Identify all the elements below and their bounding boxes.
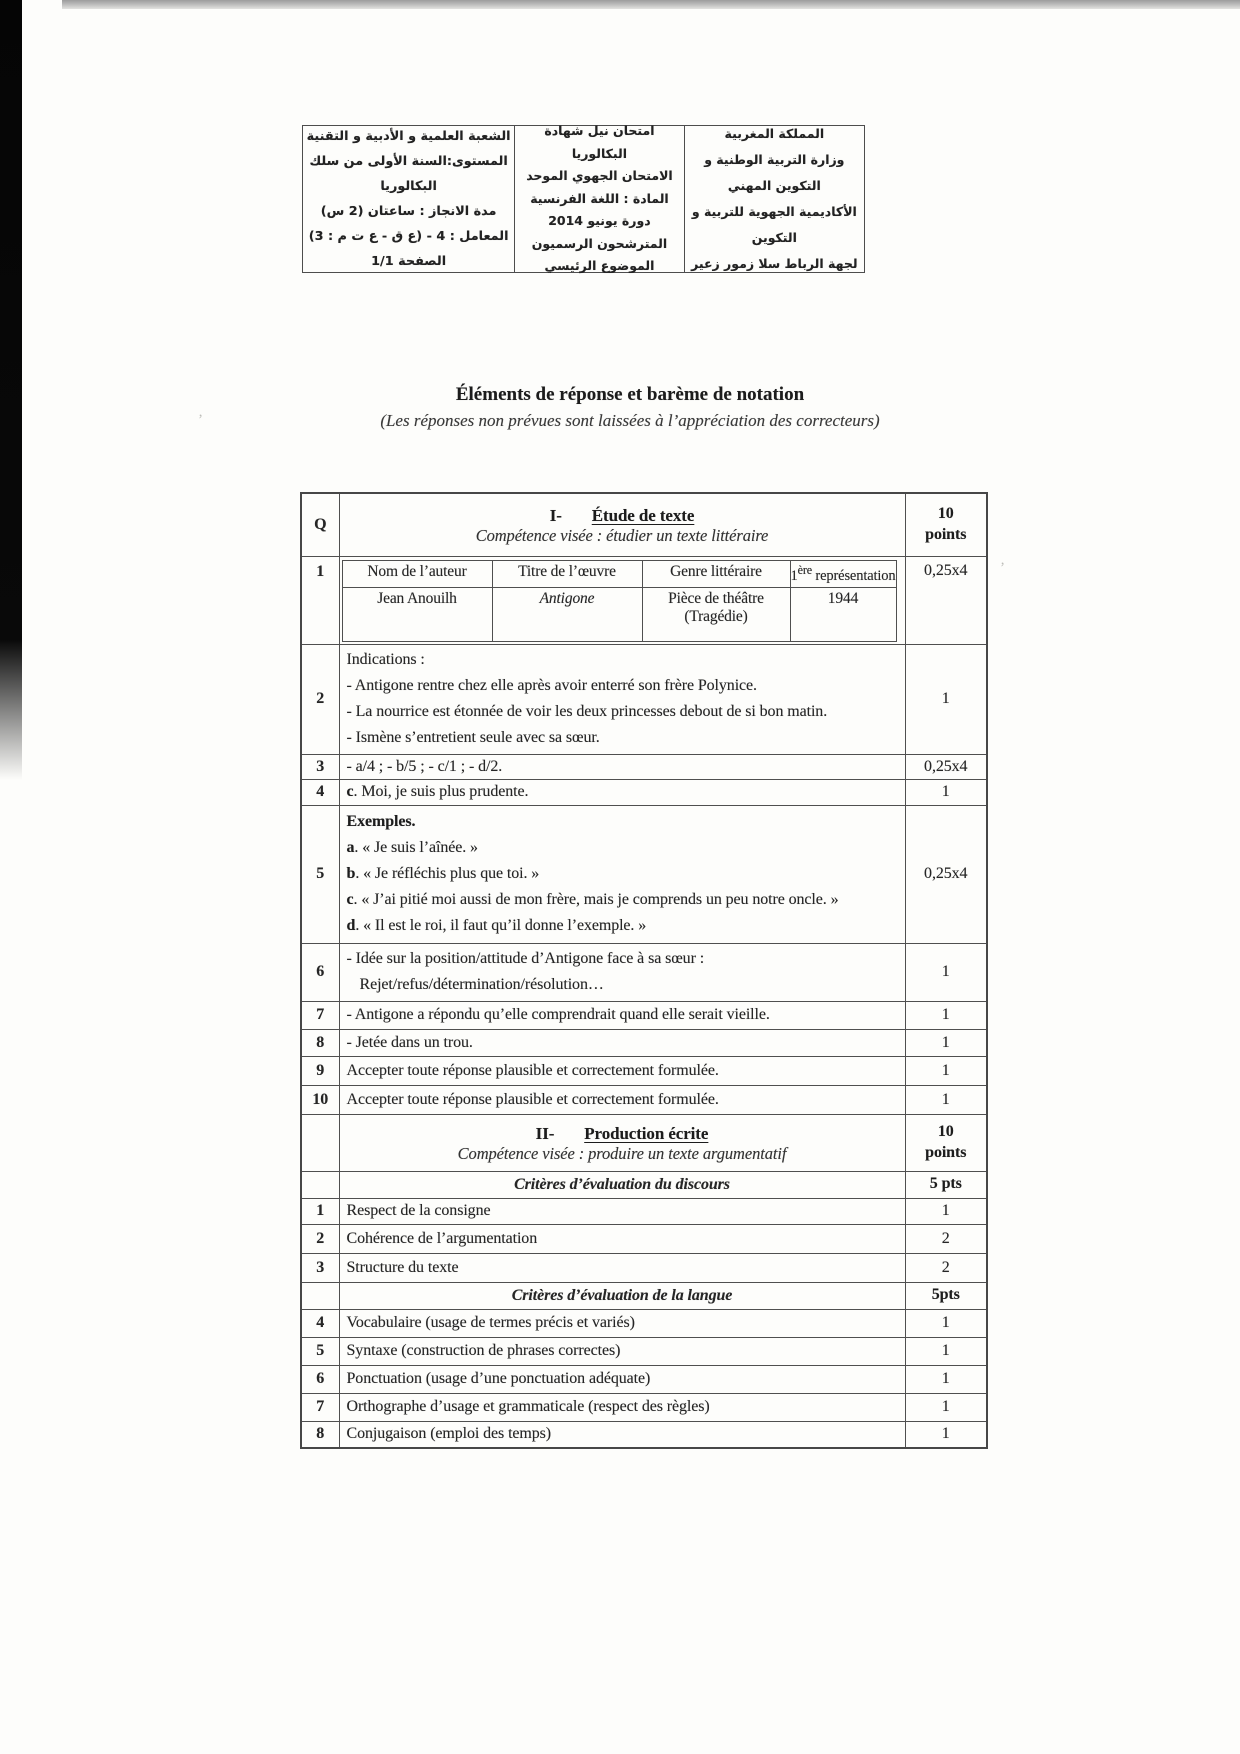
section2-title: Production écrite — [584, 1123, 709, 1143]
criterion-text: Syntaxe (construction de phrases correctes) — [339, 1337, 905, 1365]
header-line: مدة الانجاز : ساعتان (2 س) — [320, 204, 497, 219]
section1-label: I- — [549, 505, 562, 525]
points-cell: 1 — [905, 1421, 987, 1448]
inner-value-genre: Pièce de théâtre (Tragédie) — [642, 587, 790, 641]
answer-line — [347, 887, 898, 913]
title-block — [280, 384, 980, 431]
answer-text: . Moi, je suis plus prudente. — [353, 783, 529, 800]
question-number: 4 — [301, 779, 339, 805]
question-number: 7 — [301, 1393, 339, 1421]
points-cell: 0,25x4 — [905, 556, 987, 644]
points-cell: 1 — [905, 943, 987, 1001]
points-cell: 2 — [905, 1224, 987, 1253]
answer-line: - Antigone rentre chez elle après avoir enterré son frère Polynice. — [346, 677, 757, 694]
question-number: 6 — [301, 1365, 339, 1393]
header-line: وزارة التربية الوطنية و التكوين المهني — [704, 152, 845, 193]
inner-header-genre: Genre littéraire — [642, 560, 790, 587]
points-unit: points — [925, 1143, 967, 1161]
table-row-discours-header — [301, 1171, 987, 1198]
inner-value-author: Jean Anouilh — [342, 587, 492, 641]
question-number: 1 — [301, 1198, 339, 1224]
header-line: الامتحان الجهوي الموحد — [526, 168, 673, 184]
points-cell: 1 — [905, 779, 987, 805]
answer-line: - Ismène s’entretient seule avec sa sœur. — [346, 729, 600, 746]
criterion-text: Vocabulaire (usage de termes précis et variés) — [339, 1309, 905, 1337]
answer-line: - a/4 ; - b/5 ; - c/1 ; - d/2. — [339, 754, 905, 779]
table-row-discours-2 — [301, 1224, 987, 1253]
table-row-q5 — [301, 805, 987, 943]
table-row-q6 — [301, 943, 987, 1001]
inner-header-representation — [790, 560, 896, 587]
table-row-section1-header — [301, 493, 987, 556]
answer-lead-letter: a — [346, 839, 355, 856]
points-value: 10 — [937, 504, 954, 522]
table-row-q1 — [301, 556, 987, 644]
answer-line: - Antigone a répondu qu’elle comprendrait quand elle serait vieille. — [339, 1001, 905, 1029]
points-cell: 0,25x4 — [905, 805, 987, 943]
question-number: 5 — [301, 805, 339, 943]
q-column-empty — [301, 1282, 339, 1309]
scan-speck: ’ — [198, 412, 203, 428]
inner-value-title: Antigone — [492, 587, 642, 641]
table-row-langue-8 — [301, 1421, 987, 1448]
points-cell: 1 — [905, 1309, 987, 1337]
answer-text: . « Il est le roi, il faut qu’il donne l’exemple. » — [355, 917, 647, 934]
answer-line: Indications : — [346, 651, 425, 668]
criterion-text: Respect de la consigne — [339, 1198, 905, 1224]
answer-lead-letter: c — [346, 891, 354, 908]
points-cell: 1 — [905, 1337, 987, 1365]
q-column-empty — [301, 1171, 339, 1198]
points-value: 10 — [937, 1122, 954, 1140]
criterion-text: Cohérence de l’argumentation — [339, 1224, 905, 1253]
section2-competence: Compétence visée : produire un texte argumentatif — [457, 1143, 787, 1163]
page-title: Éléments de réponse et barème de notation — [455, 384, 805, 405]
grading-table — [300, 492, 988, 1449]
header-line: الموضوع الرئيسي — [544, 258, 655, 274]
answer-lead-letter: b — [346, 865, 356, 882]
inner-value-representation: 1944 — [790, 587, 896, 641]
question-number: 8 — [301, 1421, 339, 1448]
points-cell: 1 — [905, 1198, 987, 1224]
table-row-section2-header — [301, 1114, 987, 1171]
inner-header-title: Titre de l’œuvre — [492, 560, 642, 587]
answer-line — [339, 779, 905, 805]
section1-points — [905, 493, 987, 556]
discours-points-header: 5 pts — [905, 1171, 987, 1198]
points-cell: 1 — [905, 644, 987, 754]
discours-criteria-header: Critères d’évaluation du discours — [339, 1171, 905, 1198]
q-column-empty — [301, 1114, 339, 1171]
table-row-q9 — [301, 1056, 987, 1085]
answer-line — [347, 913, 898, 939]
header-line: الصفحة 1/1 — [371, 254, 447, 269]
points-cell: 1 — [905, 1029, 987, 1056]
table-row-q2 — [301, 644, 987, 754]
section2-title-line — [344, 1122, 901, 1144]
langue-points-header: 5pts — [905, 1282, 987, 1309]
answer-line — [347, 835, 898, 861]
question-number: 3 — [301, 754, 339, 779]
question-number: 4 — [301, 1309, 339, 1337]
header-line: المستوى:السنة الأولى من سلك البكالوريا — [309, 154, 508, 194]
header-line: دورة يونيو 2014 — [548, 213, 651, 229]
scan-top-shadow — [62, 0, 1240, 9]
question-number: 2 — [301, 644, 339, 754]
question-number: 2 — [301, 1224, 339, 1253]
question-number: 6 — [301, 943, 339, 1001]
answer-line: - Jetée dans un trou. — [339, 1029, 905, 1056]
langue-criteria-header: Critères d’évaluation de la langue — [339, 1282, 905, 1309]
question-number: 7 — [301, 1001, 339, 1029]
question-number: 8 — [301, 1029, 339, 1056]
answer-line: Rejet/refus/détermination/résolution… — [359, 976, 604, 993]
section2-points — [905, 1114, 987, 1171]
table-row-discours-3 — [301, 1253, 987, 1282]
points-cell: 1 — [905, 1056, 987, 1085]
q-column-header: Q — [301, 493, 339, 556]
points-cell: 1 — [905, 1001, 987, 1029]
header-line: امتحان نيل شهادة البكالوريا — [544, 123, 655, 161]
table-row-langue-6 — [301, 1365, 987, 1393]
header-line: الأكاديمية الجهوية للتربية و التكوين — [691, 204, 857, 245]
table-row-q10 — [301, 1085, 987, 1114]
criterion-text: Structure du texte — [339, 1253, 905, 1282]
section1-title-line — [344, 504, 901, 526]
table-row-q4 — [301, 779, 987, 805]
table-row-langue-header — [301, 1282, 987, 1309]
points-cell: 2 — [905, 1253, 987, 1282]
header-line: المترشحون الرسميون — [531, 235, 668, 251]
question-number: 9 — [301, 1056, 339, 1085]
points-cell: 1 — [905, 1365, 987, 1393]
table-row — [342, 560, 896, 587]
criterion-text: Conjugaison (emploi des temps) — [339, 1421, 905, 1448]
criterion-text: Orthographe d’usage et grammaticale (respect des règles) — [339, 1393, 905, 1421]
header-stream-column — [303, 126, 515, 272]
answer-line: - La nourrice est étonnée de voir les deux princesses debout de si bon matin. — [346, 703, 828, 720]
answer-text: . « J’ai pitié moi aussi de mon frère, mais je comprends un peu notre oncle. » — [353, 891, 839, 908]
table-row-langue-7 — [301, 1393, 987, 1421]
criterion-text: Ponctuation (usage d’une ponctuation adéquate) — [339, 1365, 905, 1393]
header-line: المادة : اللغة الفرنسية — [530, 190, 669, 206]
scan-black-edge — [0, 0, 22, 780]
question-number: 3 — [301, 1253, 339, 1282]
rep-sup: ère — [797, 562, 812, 577]
section1-title: Étude de texte — [591, 505, 695, 525]
points-cell: 1 — [905, 1085, 987, 1114]
answer-line: Exemples. — [346, 813, 416, 830]
section2-label: II- — [535, 1123, 555, 1143]
answer-lead-letter: d — [346, 917, 356, 934]
work-identification-table — [342, 560, 897, 642]
table-row-q8 — [301, 1029, 987, 1056]
answer-text: . « Je réfléchis plus que toi. » — [355, 865, 540, 882]
answer-line — [347, 861, 898, 887]
header-exam-column — [515, 123, 684, 274]
inner-header-author: Nom de l’auteur — [342, 560, 492, 587]
points-cell: 0,25x4 — [905, 754, 987, 779]
answer-lead-letter: c — [346, 783, 354, 800]
arabic-header-table — [302, 125, 865, 273]
rep-word: représentation — [811, 567, 896, 584]
question-number: 10 — [301, 1085, 339, 1114]
scan-speck: ’ — [1000, 560, 1005, 576]
table-row-langue-5 — [301, 1337, 987, 1365]
question-number: 1 — [301, 556, 339, 644]
page-subtitle: (Les réponses non prévues sont laissées à l’appréciation des correcteurs) — [380, 411, 880, 430]
table-row-q3 — [301, 754, 987, 779]
answer-line: Accepter toute réponse plausible et correctement formulée. — [339, 1056, 905, 1085]
rep-number: 1 — [790, 567, 798, 584]
question-number: 5 — [301, 1337, 339, 1365]
table-row — [342, 587, 896, 641]
header-line: لجهة الرباط سلا زمور زعير — [691, 256, 858, 271]
header-ministry-column — [685, 126, 864, 272]
points-unit: points — [925, 525, 967, 543]
answer-text: . « Je suis l’aînée. » — [354, 839, 478, 856]
header-line: الشعبة العلمية و الأدبية و التقنية — [306, 129, 511, 144]
points-cell: 1 — [905, 1393, 987, 1421]
section1-competence: Compétence visée : étudier un texte littéraire — [475, 525, 769, 545]
table-row-langue-4 — [301, 1309, 987, 1337]
header-line: المعامل : 4 - (ع ق - ع ت م : 3) — [308, 229, 509, 244]
answer-line: - Idée sur la position/attitude d’Antigone face à sa sœur : — [346, 950, 705, 967]
header-line: المملكة المغربية — [724, 126, 825, 141]
answer-line: Accepter toute réponse plausible et correctement formulée. — [339, 1085, 905, 1114]
table-row-discours-1 — [301, 1198, 987, 1224]
table-row-q7 — [301, 1001, 987, 1029]
